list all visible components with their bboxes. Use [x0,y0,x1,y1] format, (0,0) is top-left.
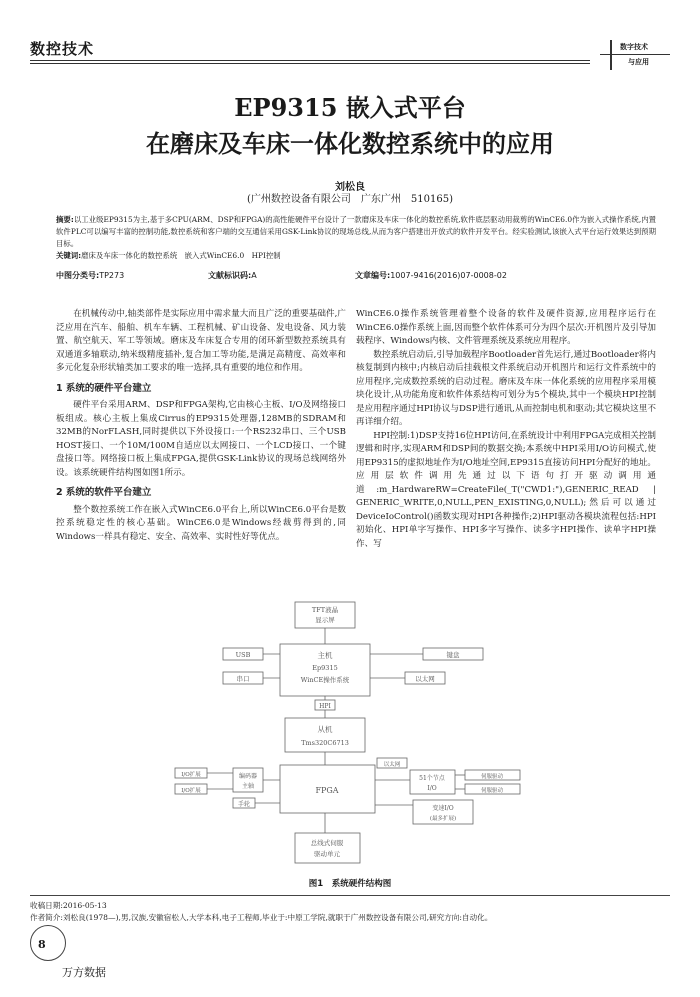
abstract-text: 以工业级EP9315为主,基于多CPU(ARM、DSP和FPGA)的高性能硬件平台设计了一款磨床及车床一体化的数控系统,软件底层驱动用裁剪的WinCE6.0作为嵌入式操作系统,内置软件PLC可以编写丰富的控制功能,数控系统和客户端的交互通信采用GSK-Link协议的现场总线,从而为客户搭建出开放式的软件开发平台。经实验测试,该嵌入式平台运行效果达到预期目标。 [56,215,656,248]
label-host: 主机 [317,651,333,660]
label-hpi: HPI [319,703,331,710]
label-nodes-2: I/O [427,785,437,792]
corner-label-bottom: 与应用 [628,57,649,66]
label-ethernet: 以太网 [415,675,435,683]
label-usb: USB [235,651,251,659]
label-keyboard: 键盘 [446,651,460,659]
label-slave-chip: Tms320C6713 [301,739,349,747]
label-bus: 以太网 [383,762,401,768]
corner-horizontal-line [600,54,670,55]
label-bus-servo-2: 驱动单元 [314,850,340,858]
label-host-os: WinCE操作系统 [300,676,350,684]
wanfang-data-mark: 万方数据 [62,966,106,979]
paragraph-intro: 在机械传动中,轴类部件是实际应用中需求量大而且广泛的重要基础件,广泛应用在汽车、船舶、机车车辆、工程机械、矿山设备、发电设备、风力装置、航空航天、军工等领域。磨床及车床复合专用的闭环新型数控系统具有双通道多轴联动,纳米级精度插补,复合加工等功能,是满足高精度、高效率和多元化复杂形状轴类加工要求的唯一选择,具有重要的地位和作用。 [56,309,346,373]
label-ext-io-1: I/O扩展 [181,772,201,778]
author: 刘松良 [335,182,365,193]
label-tft-2: 显示屏 [315,616,335,624]
right-column [356,308,656,551]
paragraph-hardware: 硬件平台采用ARM、DSP和FPGA架构,它由核心主板、I/O及网络接口板组成。核心主板上集成Cirrus的EP9315处理器,128MB的SDRAM和32MB的NorFLASH,同时提供以下外设接口:一个RS232串口、三个USB HOST接口、一个10M/100M自适应以太网接口、一个LCD接口、一个键盘接口等。网络接口板上集成FPGA,提供GSK-Link协议的现场总线网络外设。该系统硬件结构图如图1所示。 [56,400,346,478]
heading-hardware: 1 系统的硬件平台建立 [56,382,152,394]
abstract [56,214,656,262]
document-code: 文献标识码:A [208,271,257,280]
header-rule-secondary [30,63,590,64]
clc-number: 中图分类号:TP273 [56,271,125,280]
label-ext-io-2: I/O扩展 [181,788,201,794]
label-bus-servo-1: 总线式伺服 [310,839,344,847]
header-rule [30,60,590,61]
label-fpga: FPGA [315,786,339,795]
keywords-text: 磨床及车床一体化的数控系统 嵌入式WinCE6.0 HPI控制 [81,251,281,260]
paragraph-wince: WinCE6.0操作系统管理着整个设备的软件及硬件资源,应用程序运行在WinCE6.0操作系统上面,因而整个软件体系可分为四个层次:开机图片及引导加载程序、Windows内核、文件管理系统及系统应用程序。 [356,309,656,346]
paragraph-boot: 数控系统启动后,引导加载程序Bootloader首先运行,通过Bootloader将内核复制到内核中;内核启动后挂载根文件系统启动开机图片和运行文件系统中的应用程序,完成数控系统的启动过程。磨床及车床一体化系统的应用程序采用模块化设计,从功能角度和软件体系结构可划分为5个模块,其中一个模块HPI控制是应用程序通过HPI协议与DSP进行通讯,从而控制电机和驱动;其它模块这里不再详细介绍。 [356,349,656,427]
label-spindle: 主轴 [241,783,255,790]
label-servo-1: 伺服驱动 [480,774,504,780]
label-handwheel: 手轮 [237,801,251,808]
author-bio: 作者简介:刘松良(1978—),男,汉族,安徽宿松人,大学本科,电子工程师,毕业于:中原工学院,就职于广州数控设备有限公司,研究方向:自动化。 [30,913,493,922]
hardware-structure-diagram [155,600,540,872]
corner-label-top: 数字技术 [620,42,648,51]
section-header: 数控技术 [30,40,95,58]
column-corner-mark [600,40,670,70]
label-tft-1: TFT液晶 [311,606,339,614]
heading-software: 2 系统的软件平台建立 [56,487,152,498]
title-line-2: 在磨床及车床一体化数控系统中的应用 [146,129,554,158]
label-slave: 从机 [317,725,333,734]
corner-vertical-line [610,40,612,70]
paragraph-software: 整个数控系统工作在嵌入式WinCE6.0平台上,所以WinCE6.0平台是数控系统稳定性的核心基础。WinCE6.0是Windows经裁剪得到的,同Windows一样具有稳定、安全、高效率、实时性好等优点。 [56,504,346,542]
label-nodes-1: 51个节点 [419,775,445,782]
page-number-badge [30,925,66,961]
paragraph-hpi: HPI控制:1)DSP支持16位HPI访问,在系统设计中利用FPGA完成相关控制逻辑和时序,实现ARM和DSP间的数据交换;本系统中HPI采用I/O访问模式,使用EP9315的虚拟地址作为I/O地址空间,EP9315直接访问HPI分配好的地址。应用层软件调用先通过以下语句打开驱动调用通道:m_HardwareRW=CreateFile(_T("CWD1:"),GENERIC_READ | GENERIC_WRITE,0,NULL,PEN_EXISTING,0,NULL);然后可以通过DeviceIoControl()函数实现对HPI各种操作;2)HPI驱动各模块流程包括:HPI初始化、HPI单字写操作、HPI多字写操作、读多字HPI操作、读单字HPI操作、写 [356,430,656,549]
abstract-label: 摘要: [56,215,74,224]
label-servo-2: 伺服驱动 [480,788,504,794]
label-host-chip: Ep9315 [312,664,338,672]
page-number: 8 [38,938,46,951]
article-number: 文章编号:1007-9416(2016)07-0008-02 [355,271,507,280]
footer-rule [30,895,670,896]
label-encoder: 编码器 [238,773,258,780]
label-remote-io-2: (最多扩展) [429,816,457,822]
left-column [56,308,346,544]
received-date: 收稿日期:2016-05-13 [30,901,107,910]
affiliation: (广州数控设备有限公司 广东广州 510165) [247,194,453,205]
box-bus-servo [295,833,360,863]
label-rs232: 串口 [236,675,250,683]
label-remote-io-1: 变速I/O [432,805,454,812]
figure-caption: 图1 系统硬件结构图 [308,879,392,889]
title-line-1: EP9315 嵌入式平台 [234,93,466,122]
keywords-label: 关键词: [56,251,82,260]
